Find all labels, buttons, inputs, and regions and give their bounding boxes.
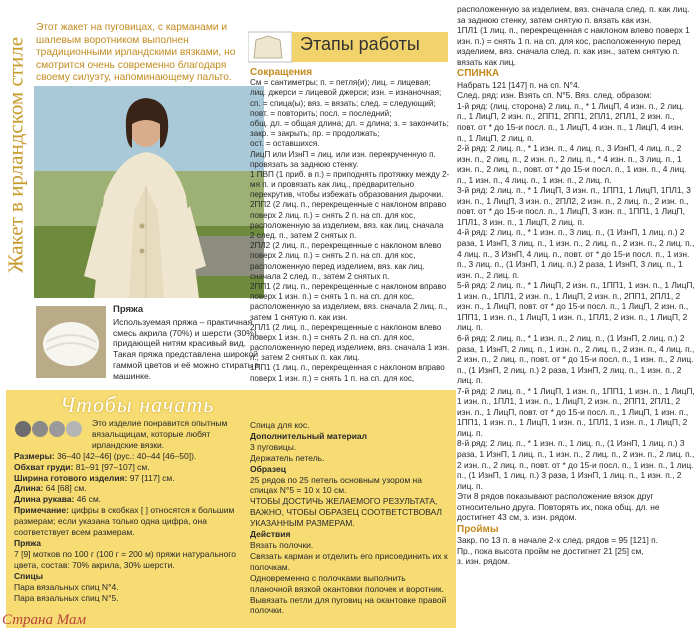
extra-material-1: 3 пуговицы. bbox=[250, 441, 297, 452]
start-right-column bbox=[250, 420, 450, 616]
chest-row bbox=[14, 462, 239, 473]
back-line: 4-й ряд: 2 лиц. п., * 1 изн. п., 3 лиц. п., (1 ИзнП, 1 лиц. п.) 2 раза, 1 ИзнП, 3 лиц. п., 1 изн. п., 2 лиц. п., 2 изн. п., 2 лиц. п., 4 лиц. п., 3 ИзнП, 4 лиц. п., повт. от * до 15-и посл. п., 1 изн. п., 3 лиц. п., (1 ИзнП, 1 лиц. п.) 2 раза, 1 ИзнП, 3 лиц. п., 1 изн. п., 2 лиц. п. bbox=[457, 227, 695, 280]
back-column bbox=[457, 4, 695, 567]
back-line: 8-й ряд: 2 лиц. п., * 1 изн. п., 1 лиц. п., (1 ИзнП, 1 лиц. п.) 3 раза, 1 ИзнП, 1 лиц. п., 1 изн. п., 2 лиц. п., 2 изн. п., 2 лиц. п., 2 изн. п., 2 лиц. п., повт. от * до 15-и посл. п., 1 изн. п., 1 лиц. п., (1 ИзнП, 1 лиц. п.) 3 раза, 1 ИзнП, 1 лиц. п., 1 изн. п., 2 лиц. п. bbox=[457, 438, 695, 491]
pattern-line: 1ПП1 (1 лиц. п., перекрещенная с наклоном вправо поверх 1 изн. п.) = снять 1 п. на сп. для кос, bbox=[250, 363, 445, 383]
sizes-value: 36–40 [42–46] (рус.: 40–44 [46–50]). bbox=[57, 450, 197, 461]
pattern-line: 1 ПВП (1 приб. в п.) = приподнять протяжку между 2-мя п. и провязать как лиц., предварительно перекрутив, чтобы избежать образования дырочки. bbox=[250, 169, 450, 200]
start-intro: Это изделие понравится опытным вязальщицам, которые любят ирландские вязки. bbox=[92, 418, 228, 450]
back-line: 1-й ряд: (лиц. сторона) 2 лиц. п., * 1 ЛицП, 4 изн. п., 2 лиц. п., 1 ЛицП, 2 изн. п., 2ПП1, 2ПП1, 2ПЛ1, 2ПЛ1, 2 изн. п., повт. от * до 15-и посл. п., 1 ЛицП, 4 изн. п., 1 ЛицП, 4 изн. п., 1 ЛицП, 2 лиц. п. bbox=[457, 100, 684, 143]
armholes-line: Пр., пока высота пройм не достигнет 21 [25] см, bbox=[457, 545, 644, 556]
yarn-section-text: 7 [9] мотков по 100 г (100 г = 200 м) пряжи натурального цвета, состав: 70% акрила, 30% шерсти. bbox=[14, 548, 236, 570]
sample-label: Образец bbox=[250, 463, 286, 474]
back-line: След. ряд: изн. Взять сп. N°5. Вяз. след. образом: bbox=[457, 90, 652, 101]
note-row bbox=[14, 505, 239, 538]
stages-column bbox=[250, 68, 450, 384]
yarn-info-box bbox=[113, 305, 265, 382]
armholes-line: Закр. по 13 п. в начале 2-х след. рядов = 95 [121] п. bbox=[457, 535, 658, 546]
vertical-title-text: Жакет в ирландском стиле bbox=[3, 36, 28, 274]
abbr-line: ЛицП или ИзнП = лиц. или изн. перекрученную п. провязать за заднюю стенку. bbox=[250, 149, 436, 169]
sleeve-label: Длина рукава: bbox=[14, 494, 75, 505]
actions-3: Одновременно с полочками выполнить планочной вязкой окантовки полочек и воротник. bbox=[250, 572, 444, 594]
site-watermark: Страна Мам bbox=[2, 612, 87, 628]
sample-text: 25 рядов по 25 петель основным узором на спицах N°5 = 10 x 10 см. bbox=[250, 474, 422, 496]
back-line: 3-й ряд: 2 лиц. п., * 1 ЛицП, 3 изн. п., 1ПП1, 1 ЛицП, 1ПЛ1, 3 изн. п., 1 ЛицП, 3 изн. п., 2ПЛ2, 2 изн. п., 2 лиц. п., 2 изн. п., повт. от * до 15-и посл. п., 1 ЛицП, 3 изн. п., 1ПП1, 1 ЛицП, 1ПЛ1, 3 изн. п., 1 ЛицП, 2 лиц. п. bbox=[457, 185, 691, 227]
sleeve-value: 46 см. bbox=[76, 494, 102, 505]
pattern-line: 2ПП2 (2 лиц. п., перекрещенные с наклоном вправо поверх 2 лиц. п.) = снять 2 п. на сп. для кос, расположенную за изделием, вяз. как лиц. сначала 2 след. п., затем 2 снятых п. bbox=[250, 200, 447, 240]
back-line: 6-й ряд: 2 лиц. п., * 1 изн. п., 2 лиц. п., (1 ИзнП, 2 лиц. п.) 2 раза, 1 ИзнП, 2 лиц. п., 1 изн. п., 2 лиц. п., 2 изн. п., 4 лиц. п., 2 изн. п., 2 лиц. п., повт. от * до 15-и посл. п., 1 изн. п., 2 лиц. п., (1 ИзнП, 2 лиц. п.) 2 раза, 1 ИзнП, 2 лиц. п., 1 изн. п., 2 лиц. п. bbox=[457, 332, 695, 386]
needles-2: Пара вязальных спиц N°5. bbox=[14, 592, 119, 603]
actions-label: Действия bbox=[250, 529, 291, 540]
sample-note: ЧТОБЫ ДОСТИЧЬ ЖЕЛАЕМОГО РЕЗУЛЬТАТА, ВАЖНО, ЧТОБЫ ОБРАЗЕЦ СООТВЕТСТВОВАЛ УКАЗАННЫМ РАЗМЕРАМ. bbox=[250, 496, 443, 529]
abbr-line: общ. дл. = общая длина; дл. = длина; з. = закончить; bbox=[250, 118, 449, 128]
armholes-heading: Проймы bbox=[457, 523, 499, 535]
abbr-line: закр. = закрыть; пр. = продолжать; bbox=[250, 129, 380, 139]
sleeve-row bbox=[14, 494, 239, 505]
start-title: Чтобы начать bbox=[60, 392, 215, 417]
vertical-title bbox=[2, 20, 30, 290]
back-line: Эти 8 рядов показывают расположение вязок друг относительно друга. Повторять их, пока общ. дл. не достигнет 43 см, з. изн. рядом. bbox=[457, 491, 660, 523]
actions-2: Связать карман и отделить его присоединить их к полочкам. bbox=[250, 550, 448, 572]
length-value: 64 [68] см. bbox=[45, 483, 87, 494]
back-line: Набрать 121 [147] п. на сп. N°4. bbox=[457, 79, 580, 90]
yarn-section-label: Пряжа bbox=[14, 537, 42, 548]
armholes-line: з. изн. рядом. bbox=[457, 556, 511, 567]
intro-text: Этот жакет на пуговицах, с карманами и шалевым воротником выполнен традиционными ирландскими вязками, но смотрится очень современно благодаря своему силуэту, напоминающему пальто. bbox=[36, 22, 236, 84]
model-photo-illustration bbox=[34, 86, 264, 298]
width-label: Ширина готового изделия: bbox=[14, 472, 128, 483]
length-label: Длина: bbox=[14, 483, 44, 494]
back-line: 5-й ряд: 2 лиц. п., * 1 ЛицП, 2 изн. п., 1ПП1, 1 изн. п., 1 ЛицП, 1 изн. п., 1ПЛ1, 2 изн. п., 1 ЛицП, 2 изн. п., 2ПП1, 2ПЛ1, 2 изн. п., 1 ЛицП, повт. от * до 15-и посл. п., 1 ЛицП, 2 изн. п., 1ПП1, 1 изн. п., 1 ЛицП, 1 изн. п., 1ПЛ1, 2 изн. п., 1 ЛицП, 2 лиц. п. bbox=[457, 280, 695, 333]
yarn-text: Используемая пряжа – практичная смесь акрила (70%) и шерсти (30%), придающей нитям красивый вид. Такая пряжа представлена широкой гаммой цветов и её можно стирать в машинке. bbox=[113, 316, 260, 381]
abbr-heading: Сокращения bbox=[250, 67, 313, 78]
extra-material-label: Дополнительный материал bbox=[250, 430, 368, 441]
abbr-line: лиц. джерси = лицевой джерси; изн. = изнаночная; bbox=[250, 88, 442, 98]
abbr-line: сп. = спица(ы); вяз. = вязать; след. = следующий; bbox=[250, 98, 436, 108]
yarn-skein-image bbox=[36, 306, 106, 378]
back-line: 2-й ряд: 2 лиц. п., * 1 изн. п., 4 лиц. п., 3 ИзнП, 4 лиц. п., 2 изн. п., 2 лиц. п., 2 изн. п., 2 лиц. п., * 4 изн. п., 3 лиц. п., 1 изн. п., 2 лиц. п., повт. от * до 15-и посл. п., 1 изн. п., 4 лиц. п., 1 изн. п., 4 лиц. п., 1 изн. п., 2 лиц. п. bbox=[457, 143, 687, 185]
chest-label: Обхват груди: bbox=[14, 461, 74, 472]
needles-1: Пара вязальных спиц N°4. bbox=[14, 581, 119, 592]
abbr-line: повт. = повторить; посл. = последний; bbox=[250, 108, 392, 118]
note-label: Примечание: bbox=[14, 505, 69, 516]
pattern-line: 2ПП1 (2 лиц. п., перекрещенные с наклоном вправо поверх 1 изн. п.) = снять 1 п. на сп. для кос, расположенную за изделием, вяз. сначала 2 лиц. п., затем 1 снятую п. как изн. bbox=[250, 281, 448, 322]
abbr-line: ост. = оставшихся. bbox=[250, 139, 320, 149]
actions-1: Вязать полочки. bbox=[250, 539, 314, 550]
yarn-heading: Пряжа bbox=[113, 304, 144, 315]
sizes-label: Размеры: bbox=[14, 450, 55, 461]
back-line: 7-й ряд: 2 лиц. п., * 1 ЛицП, 1 изн. п., 1ПП1, 1 изн. п., 1 ЛицП, 1 изн. п., 1ПЛ1, 1 изн. п., 1 ЛицП, 2 изн. п., 2ПП1, 2ПЛ1, 2 изн. п., 1 ЛицП, повт. от * до 15-и посл. п., 1 ЛицП, 1 изн. п., 1ПП1, 1 изн. п., 1 ЛицП, 1 изн. п., 1ПЛ1, 1 изн. п., 1 ЛицП, 2 лиц. п. bbox=[457, 385, 695, 438]
pattern-line: 2ПЛ2 (2 лиц. п., перекрещенные с наклоном влево поверх 2 лиц. п.) = снять 2 п. на сп. для кос, расположенную перед изделием, вяз. как лиц. сначала 2 след. п., затем 2 снятых п. bbox=[250, 241, 442, 281]
pattern-line: 2ПЛ1 (2 лиц. п., перекрещенные с наклоном влево поверх 1 изн. п.) = снять 2 п. на сп. для кос, расположенную перед изделием, вяз. сначала 1 изн. п., затем 2 снятых п. как лиц. bbox=[250, 322, 450, 363]
cont-line: расположенную за изделием, вяз. сначала след. п. как лиц. за заднюю стенку, затем снятую п. вязать как изн. bbox=[457, 4, 690, 25]
abbr-line: См = сантиметры; п. = петля(и); лиц. = лицевая; bbox=[250, 78, 431, 88]
sizes-row bbox=[14, 451, 239, 462]
actions-4: Вывязать петли для пуговиц на окантовке правой полочки. bbox=[250, 594, 447, 616]
note-value: цифры в скобках [ ] относятся к большим размерам; если указана только одна цифра, она соответствует всем размерам. bbox=[14, 505, 235, 538]
model-photo bbox=[34, 86, 264, 298]
cont-line: 1ПЛ1 (1 лиц. п., перекрещенная с наклоном влево поверх 1 изн. п.) = снять 1 п. на сп. для кос, расположенную перед изделием, вяз. сначала след. п. как изн., затем снятую п. вязать как лиц. bbox=[457, 25, 690, 67]
length-row bbox=[14, 483, 239, 494]
stages-title: Этапы работы bbox=[300, 34, 420, 54]
cable-needle: Спица для кос. bbox=[250, 420, 310, 430]
start-left-column bbox=[14, 418, 239, 603]
extra-material-2: Держатель петель. bbox=[250, 452, 325, 463]
chest-value: 81–91 [97–107] см. bbox=[75, 461, 150, 472]
back-heading: СПИНКА bbox=[457, 68, 500, 80]
width-row bbox=[14, 473, 239, 484]
width-value: 97 [117] см. bbox=[129, 472, 175, 483]
needles-label: Спицы bbox=[14, 570, 43, 581]
